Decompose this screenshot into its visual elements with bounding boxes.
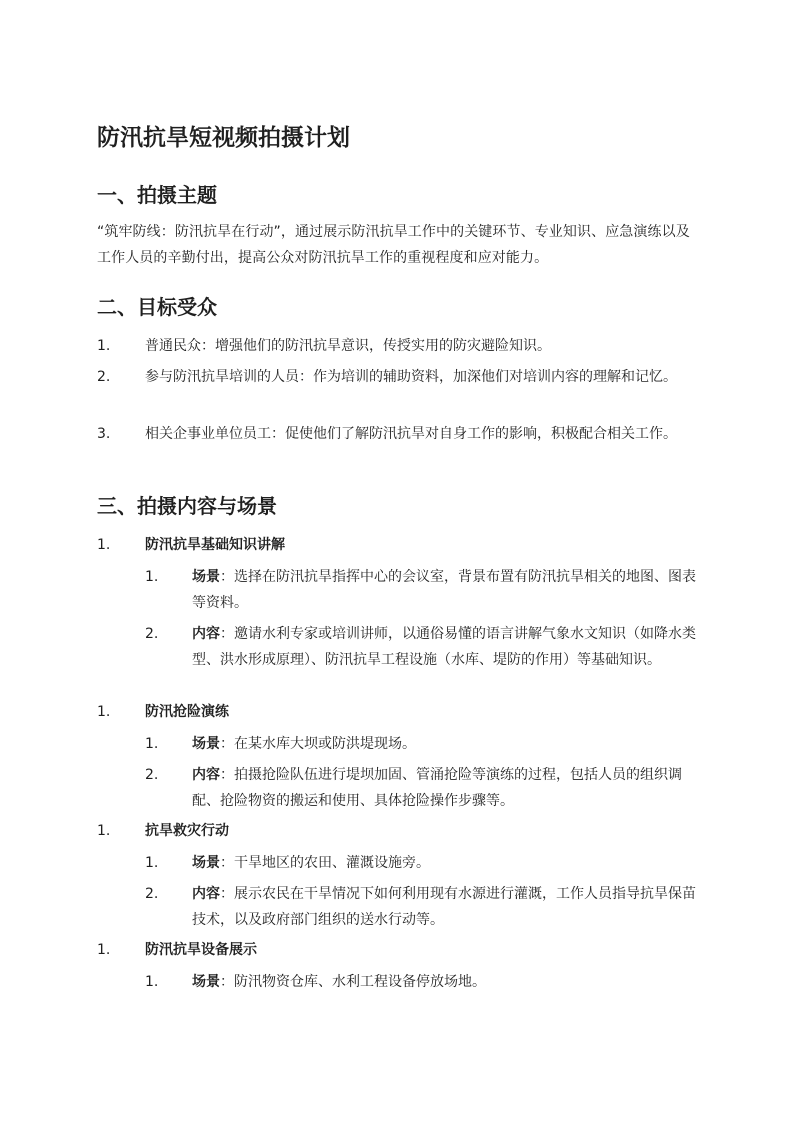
subitem-text bbox=[192, 564, 703, 616]
list-number: 3. bbox=[97, 426, 111, 442]
list-item-text: 参与防汛抗旱培训的人员：作为培训的辅助资料，加深他们对培训内容的理解和记忆。 bbox=[145, 369, 677, 385]
subitem-text bbox=[192, 731, 703, 757]
subitem-text bbox=[192, 621, 703, 673]
theme-paragraph: “筑牢防线：防汛抗旱在行动”，通过展示防汛抗旱工作中的关键环节、专业知识、应急演练以及工作人员的辛勤付出，提高公众对防汛抗旱工作的重视程度和应对能力。 bbox=[97, 224, 690, 266]
list-item-text: 普通民众：增强他们的防汛抗旱意识，传授实用的防灾避险知识。 bbox=[145, 338, 551, 354]
subitem-label: 场景 bbox=[192, 736, 220, 752]
group-title-text: 防汛抗旱设备展示 bbox=[145, 942, 257, 958]
subitem-body: ：在某水库大坝或防洪堤现场。 bbox=[220, 736, 416, 752]
section-heading-theme: 一、拍摄主题 bbox=[97, 183, 217, 207]
subitem-body: ：邀请水利专家或培训讲师，以通俗易懂的语言讲解气象水文知识（如降水类型、洪水形成原理）、防汛抗旱工程设施（水库、堤防的作用）等基础知识。 bbox=[192, 626, 696, 668]
list-number: 2. bbox=[97, 369, 111, 385]
sublist-number: 2. bbox=[145, 767, 159, 783]
sublist-number: 2. bbox=[145, 626, 159, 642]
subitem-body: ：选择在防汛抗旱指挥中心的会议室，背景布置有防汛抗旱相关的地图、图表等资料。 bbox=[192, 569, 696, 611]
list-item-text: 相关企事业单位员工：促使他们了解防汛抗旱对自身工作的影响，积极配合相关工作。 bbox=[145, 426, 677, 442]
subitem-label: 场景 bbox=[192, 855, 220, 871]
group-title-text: 抗旱救灾行动 bbox=[145, 823, 229, 839]
subitem-label: 内容 bbox=[192, 767, 220, 783]
sublist-number: 2. bbox=[145, 886, 159, 902]
subitem-label: 场景 bbox=[192, 974, 220, 990]
list-number: 1. bbox=[97, 537, 111, 553]
list-number: 1. bbox=[97, 942, 111, 958]
section-heading-content: 三、拍摄内容与场景 bbox=[97, 494, 277, 518]
sublist-number: 1. bbox=[145, 569, 159, 585]
subitem-body: ：干旱地区的农田、灌溉设施旁。 bbox=[220, 855, 430, 871]
group-title-text: 防汛抗旱基础知识讲解 bbox=[145, 537, 285, 553]
subitem-label: 内容 bbox=[192, 886, 220, 902]
list-number: 1. bbox=[97, 823, 111, 839]
subitem-text bbox=[192, 969, 703, 995]
subitem-body: ：拍摄抢险队伍进行堤坝加固、管涌抢险等演练的过程，包括人员的组织调配、抢险物资的搬运和使用、具体抢险操作步骤等。 bbox=[192, 767, 682, 809]
subitem-text bbox=[192, 762, 703, 814]
sublist-number: 1. bbox=[145, 736, 159, 752]
list-number: 1. bbox=[97, 338, 111, 354]
list-number: 1. bbox=[97, 704, 111, 720]
subitem-text bbox=[192, 881, 703, 933]
document-title: 防汛抗旱短视频拍摄计划 bbox=[97, 125, 350, 151]
sublist-number: 1. bbox=[145, 974, 159, 990]
subitem-label: 场景 bbox=[192, 569, 220, 585]
subitem-label: 内容 bbox=[192, 626, 220, 642]
sublist-number: 1. bbox=[145, 855, 159, 871]
section-heading-audience: 二、目标受众 bbox=[97, 295, 217, 319]
subitem-body: ：防汛物资仓库、水利工程设备停放场地。 bbox=[220, 974, 486, 990]
subitem-text bbox=[192, 850, 703, 876]
group-title-text: 防汛抢险演练 bbox=[145, 704, 229, 720]
subitem-body: ：展示农民在干旱情况下如何利用现有水源进行灌溉，工作人员指导抗旱保苗技术，以及政府部门组织的送水行动等。 bbox=[192, 886, 696, 928]
